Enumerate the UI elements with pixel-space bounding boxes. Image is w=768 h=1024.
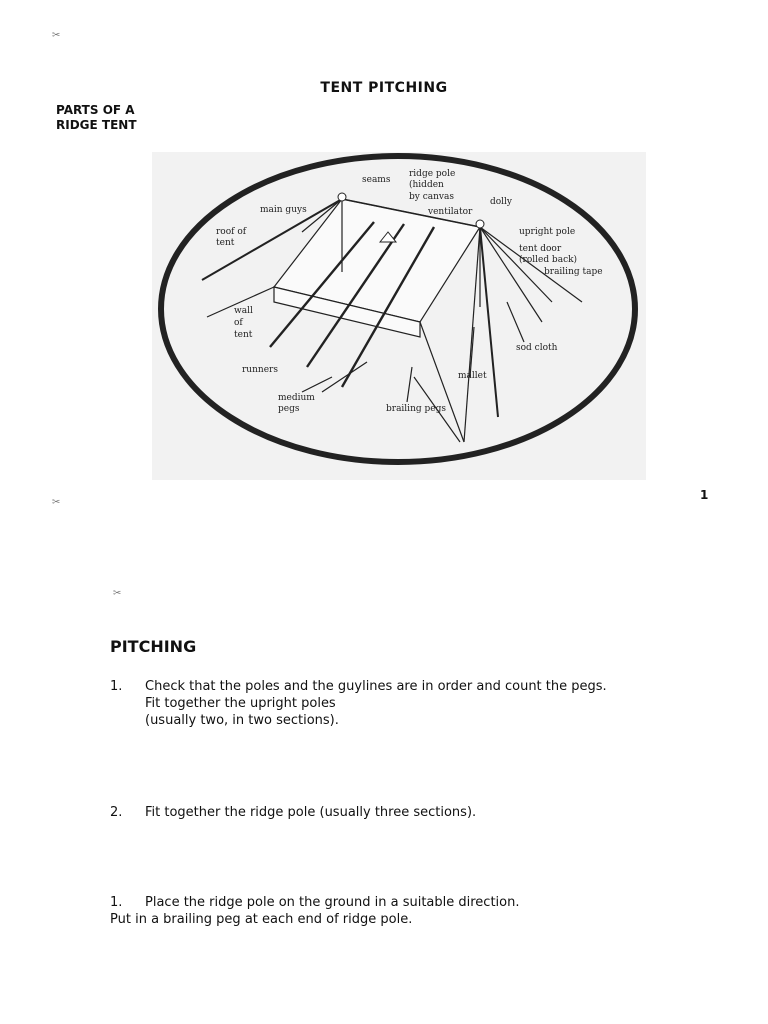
label-ridge-pole-canvas: by canvas	[409, 192, 454, 202]
scissors-mark-icon: ✂	[52, 30, 61, 41]
scissors-mark-icon-3: ✂	[113, 588, 122, 599]
label-medium-pegs: pegs	[278, 404, 300, 414]
dolly-left	[338, 193, 346, 201]
label-dolly: dolly	[490, 197, 513, 207]
label-brailing-tape: brailing tape	[544, 267, 603, 277]
label-wall: wall	[234, 306, 253, 316]
label-runners: runners	[242, 365, 278, 375]
label-mallet: mallet	[458, 371, 487, 381]
page-number: 1	[700, 488, 709, 502]
list-item-number: 1.	[110, 679, 123, 694]
figure-heading-line-1: PARTS OF A	[56, 103, 135, 117]
guy-line-front	[464, 227, 480, 442]
page-title: TENT PITCHING	[320, 80, 448, 96]
list-item	[110, 804, 710, 824]
list-item-number: 2.	[110, 805, 123, 820]
label-roof-of: roof of	[216, 227, 247, 237]
section-heading: PITCHING	[110, 637, 197, 656]
pole-line	[480, 227, 498, 417]
label-main-guys: main guys	[260, 205, 307, 215]
list-item-text: Place the ridge pole on the ground in a suitable direction.	[145, 895, 520, 910]
figure-heading-line-2: RIDGE TENT	[56, 118, 137, 132]
list-item	[110, 678, 710, 738]
label-roof-tent: tent	[216, 238, 235, 248]
label-ridge-pole-hidden: (hidden	[409, 180, 444, 190]
corner-guy	[420, 322, 464, 442]
figure-heading	[56, 103, 137, 133]
label-ventilator: ventilator	[428, 207, 473, 217]
label-wall-tent: tent	[234, 330, 253, 340]
dolly-right	[476, 220, 484, 228]
label-wall-of: of	[234, 318, 243, 328]
label-upright-pole: upright pole	[519, 227, 576, 237]
list-item-text: (usually two, in two sections).	[145, 713, 339, 728]
list-item-text: Fit together the ridge pole (usually three sections).	[145, 805, 477, 820]
ridge-tent-svg	[152, 152, 646, 480]
list-item-text: Check that the poles and the guylines are in order and count the pegs.	[145, 679, 607, 694]
list-item	[110, 894, 710, 934]
scissors-mark-icon-2: ✂	[52, 497, 61, 508]
label-ridge-pole: ridge pole	[409, 169, 456, 179]
guy-line-right-3	[480, 227, 542, 322]
list-item-number: 1.	[110, 895, 123, 910]
label-medium: medium	[278, 393, 315, 403]
label-tent-door-rolled: (rolled back)	[519, 255, 578, 265]
label-tent-door: tent door	[519, 244, 562, 254]
label-seams: seams	[362, 175, 391, 185]
ridge-tent-diagram	[152, 152, 646, 480]
label-brailing-pegs: brailing pegs	[386, 404, 446, 414]
brailing-peg-pointer	[407, 367, 412, 402]
medium-peg-pointer-1	[302, 377, 332, 392]
sod-cloth-pointer	[507, 302, 524, 342]
label-sod-cloth: sod cloth	[516, 343, 558, 353]
medium-peg-pointer-2	[322, 362, 367, 392]
list-item-text: Put in a brailing peg at each end of ridge pole.	[110, 912, 413, 927]
list-item-text: Fit together the upright poles	[145, 696, 336, 711]
